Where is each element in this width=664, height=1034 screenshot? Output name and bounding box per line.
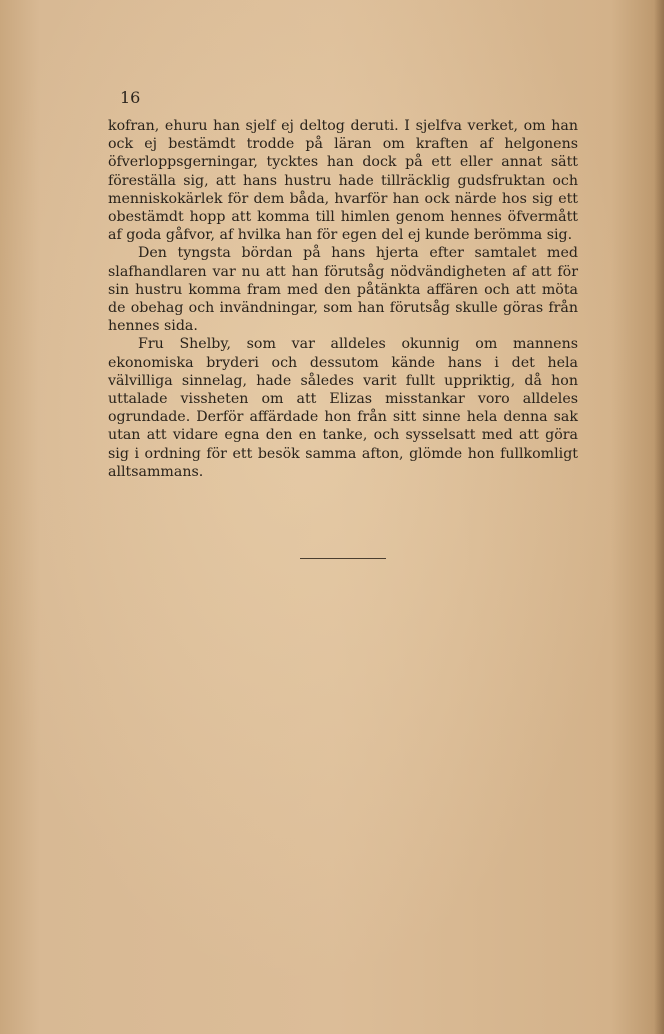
- page-edge-shadow: [654, 0, 664, 1034]
- paragraph-1: kofran, ehuru han sjelf ej deltog deruti. I sjelfva verket, om han ock ej bestämdt trodde på läran om kraften af helgonens öfverloppsgerningar, tycktes han dock på ett eller annat sätt föreställa sig, att hans hustru hade tillräcklig gudsfruktan och menniskokärlek för dem båda, hvarför han ock närde hos sig ett obestämdt hopp att komma till himlen genom hennes öfvermått af goda gåfvor, af hvilka han för egen del ej kunde berömma sig.: [108, 118, 578, 244]
- paragraph-3: Fru Shelby, som var alldeles okunnig om mannens ekonomiska bryderi och dessutom kände hans i det hela välvilliga sinnelag, hade således varit fullt uppriktig, då hon uttalade vissheten om att Elizas misstankar voro alldeles ogrundade. Derför affärdade hon från sitt sinne hela denna sak utan att vidare egna den en tanke, och sysselsatt med att göra sig i ordning för ett besök samma afton, glömde hon fullkomligt alltsammans.: [108, 336, 578, 480]
- page-number: 16: [120, 88, 141, 107]
- body-text: [108, 117, 578, 481]
- section-divider: [300, 558, 386, 559]
- paragraph-2: Den tyngsta bördan på hans hjerta efter samtalet med slafhandlaren var nu att han förutsåg nödvändigheten af att för sin hustru komma fram med den påtänkta affären och att möta de obehag och invändningar, som han förutsåg skulle göras från hennes sida.: [108, 245, 578, 335]
